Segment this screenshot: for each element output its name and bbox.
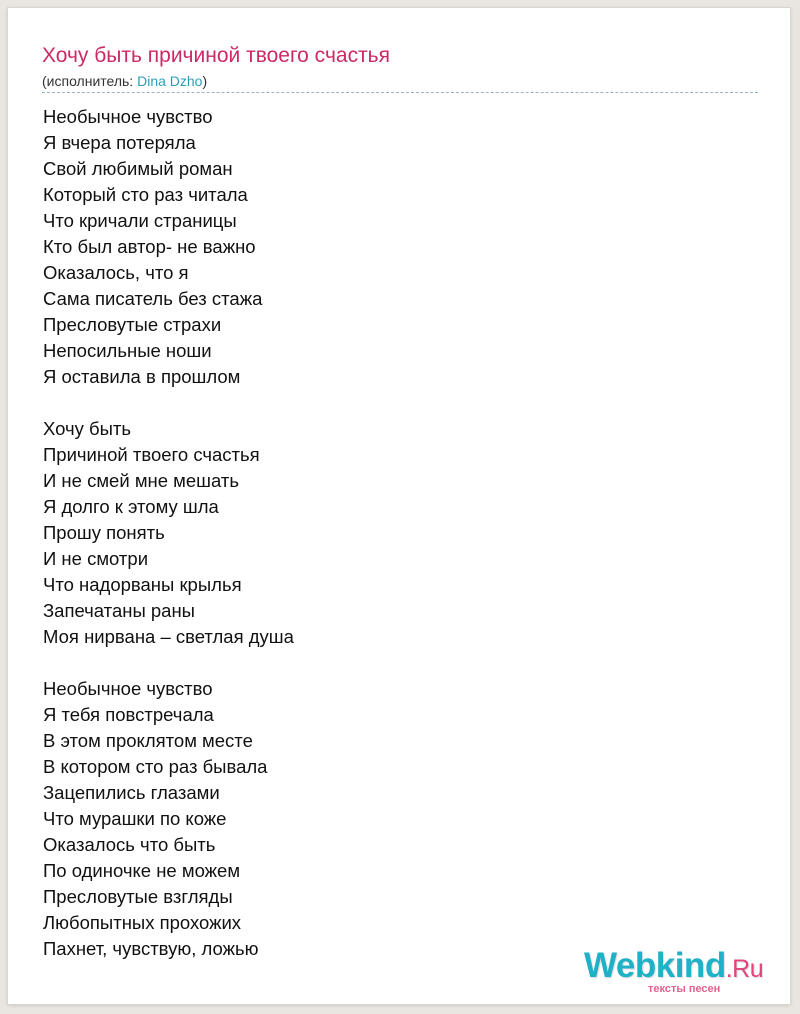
lyrics-line: Моя нирвана – светлая душа — [43, 626, 294, 647]
lyrics-stanza — [43, 104, 643, 390]
logo-tld: .Ru — [725, 955, 764, 983]
lyrics-line: Кто был автор- не важно — [43, 236, 256, 257]
lyrics-line: Прошу понять — [43, 522, 165, 543]
lyrics-line: Хочу быть — [43, 418, 132, 439]
lyrics-line: Необычное чувство — [43, 106, 213, 127]
lyrics-line: Причиной твоего счастья — [43, 444, 260, 465]
lyrics-line: Любопытных прохожих — [43, 912, 242, 933]
lyrics-line: Сама писатель без стажа — [43, 288, 263, 309]
lyrics-line: И не смотри — [43, 548, 149, 569]
lyrics-line: Оказалось, что я — [43, 262, 189, 283]
lyrics-stanza — [43, 416, 643, 650]
lyrics-line: Оказалось что быть — [43, 834, 216, 855]
lyrics-line: И не смей мне мешать — [43, 470, 240, 491]
title-divider — [42, 92, 758, 93]
lyrics-line: Пресловутые страхи — [43, 314, 222, 335]
artist-prefix: (исполнитель: — [42, 73, 138, 89]
lyrics-line: Пресловутые взгляды — [43, 886, 233, 907]
song-title: Хочу быть причиной твоего счастья — [42, 44, 390, 67]
lyrics-stanza — [43, 676, 643, 962]
lyrics-line: Необычное чувство — [43, 678, 213, 699]
lyrics-line: В котором сто раз бывала — [43, 756, 268, 777]
logo-tagline: тексты песен — [648, 983, 721, 995]
lyrics-line: Что надорваны крылья — [43, 574, 242, 595]
lyrics-line: Зацепились глазами — [43, 782, 220, 803]
lyrics-line: Я оставила в прошлом — [43, 366, 241, 387]
lyrics-line: Запечатаны раны — [43, 600, 195, 621]
webkind-logo[interactable] — [584, 946, 784, 996]
artist-link[interactable]: Dina Dzho — [137, 73, 203, 89]
logo-word: Webkind — [584, 946, 726, 985]
artist-suffix: ) — [202, 73, 208, 89]
artist-line — [42, 72, 207, 90]
lyrics-line: В этом проклятом месте — [43, 730, 253, 751]
lyrics-line: Который сто раз читала — [43, 184, 248, 205]
lyrics-line: Что кричали страницы — [43, 210, 237, 231]
lyrics-line: Я долго к этому шла — [43, 496, 219, 517]
lyrics-line: Свой любимый роман — [43, 158, 233, 179]
lyrics-line: Я вчера потеряла — [43, 132, 196, 153]
lyrics-line: Пахнет, чувствую, ложью — [43, 938, 259, 959]
lyrics-line: Непосильные ноши — [43, 340, 212, 361]
lyrics-line: По одиночке не можем — [43, 860, 241, 881]
lyrics-card — [8, 8, 790, 1004]
lyrics-line: Я тебя повстречала — [43, 704, 214, 725]
lyrics-text — [43, 104, 643, 988]
lyrics-line: Что мурашки по коже — [43, 808, 227, 829]
